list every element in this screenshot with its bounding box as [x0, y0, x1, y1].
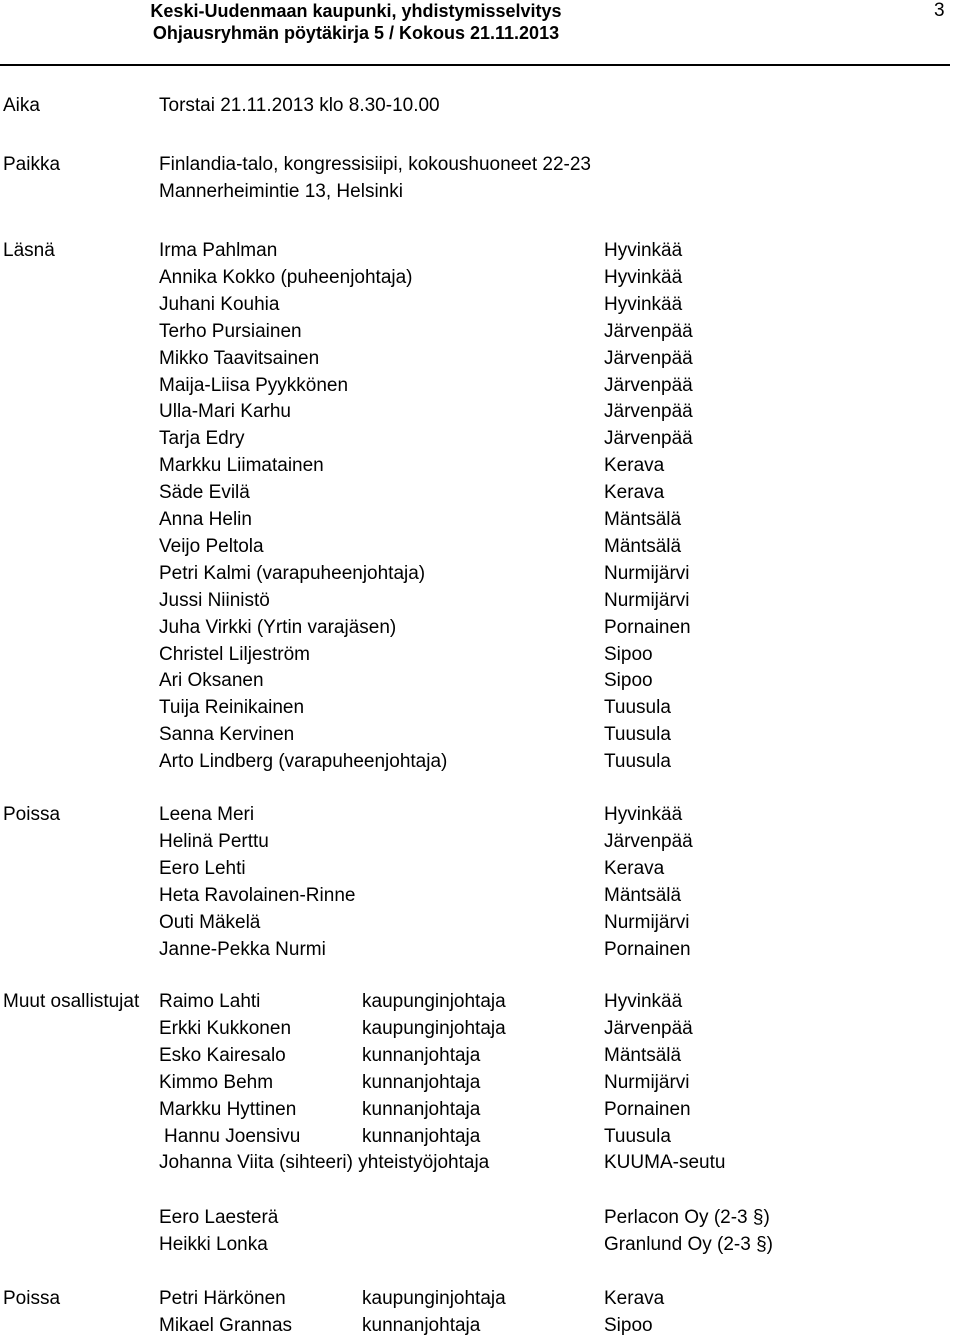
row-name: Heta Ravolainen-Rinne — [159, 884, 356, 906]
row-name: Helinä Perttu — [159, 830, 269, 852]
row-name: Johanna Viita (sihteeri) yhteistyöjohtaja — [159, 1152, 490, 1174]
row-name: Outi Mäkelä — [159, 911, 261, 933]
row-place: Mäntsälä — [604, 1044, 682, 1066]
row-place: Perlacon Oy (2-3 §) — [604, 1207, 770, 1228]
row-name: Irma Pahlman — [159, 240, 278, 261]
row-place: Kerava — [604, 455, 665, 477]
row-name: Sanna Kervinen — [159, 724, 295, 746]
row-place: Mäntsälä — [604, 509, 682, 530]
row-name: Ari Oksanen — [159, 670, 264, 692]
row-name: Esko Kairesalo — [159, 1044, 286, 1066]
row-name: Eero Lehti — [159, 857, 246, 879]
row-place: KUUMA-seutu — [604, 1152, 726, 1174]
row-place: Nurmijärvi — [604, 911, 690, 933]
row-place: Kerava — [604, 857, 665, 879]
row-place: Sipoo — [604, 643, 653, 665]
row-name: Janne-Pekka Nurmi — [159, 938, 326, 960]
row-name: Anna Helin — [159, 509, 252, 530]
page-header — [0, 0, 960, 66]
row-name: Veijo Peltola — [159, 535, 264, 557]
time-label: Aika — [3, 95, 40, 116]
place-line-2: Mannerheimintie 13, Helsinki — [159, 181, 403, 202]
row-place: Tuusula — [604, 751, 671, 773]
row-role: kunnanjohtaja — [362, 1098, 481, 1120]
row-name: Petri Kalmi (varapuheenjohtaja) — [159, 562, 426, 584]
row-place: Hyvinkää — [604, 293, 683, 315]
row-name: Leena Meri — [159, 804, 255, 825]
time-value: Torstai 21.11.2013 klo 8.30-10.00 — [159, 95, 440, 116]
row-name: Mikael Grannas — [159, 1315, 293, 1336]
row-role: kunnanjohtaja — [362, 1125, 481, 1147]
row-place: Sipoo — [604, 670, 653, 692]
row-role: kaupunginjohtaja — [362, 1017, 506, 1039]
row-name: Markku Liimatainen — [159, 455, 324, 477]
row-name: Markku Hyttinen — [159, 1098, 297, 1120]
absent-others-label: Poissa — [3, 1288, 61, 1309]
row-place: Tuusula — [604, 724, 671, 746]
row-name: Kimmo Behm — [159, 1071, 274, 1093]
row-name: Eero Laesterä — [159, 1207, 279, 1228]
row-role: kaupunginjohtaja — [362, 1288, 506, 1309]
row-name: Heikki Lonka — [159, 1233, 268, 1255]
row-name: Jussi Niinistö — [159, 589, 270, 611]
row-role: kunnanjohtaja — [362, 1315, 481, 1336]
row-place: Tuusula — [604, 1125, 671, 1147]
row-place: Tuusula — [604, 697, 671, 719]
others-label: Muut osallistujat — [3, 991, 140, 1012]
row-place: Nurmijärvi — [604, 1071, 690, 1093]
row-place: Järvenpää — [604, 374, 693, 396]
row-place: Mäntsälä — [604, 884, 682, 906]
row-place: Hyvinkää — [604, 991, 683, 1012]
place-line-1: Finlandia-talo, kongressisiipi, kokoushuoneet 22-23 — [159, 154, 591, 175]
row-place: Järvenpää — [604, 1017, 693, 1039]
row-place: Järvenpää — [604, 320, 693, 342]
row-place: Pornainen — [604, 1098, 691, 1120]
page-number: 3 — [934, 0, 945, 21]
row-place: Mäntsälä — [604, 535, 682, 557]
header-divider — [0, 64, 950, 66]
row-place: Järvenpää — [604, 401, 693, 423]
row-name: Hannu Joensivu — [164, 1125, 301, 1147]
row-place: Järvenpää — [604, 830, 693, 852]
row-place: Granlund Oy (2-3 §) — [604, 1233, 773, 1255]
row-name: Ulla-Mari Karhu — [159, 401, 291, 423]
header-title: Keski-Uudenmaan kaupunki, yhdistymisselvitys — [150, 1, 562, 21]
row-place: Sipoo — [604, 1315, 653, 1336]
row-name: Juha Virkki (Yrtin varajäsen) — [159, 616, 397, 638]
row-name: Annika Kokko (puheenjohtaja) — [159, 266, 413, 288]
row-name: Petri Härkönen — [159, 1288, 286, 1309]
row-name: Juhani Kouhia — [159, 293, 280, 315]
row-place: Hyvinkää — [604, 804, 683, 825]
row-place: Järvenpää — [604, 428, 693, 450]
row-name: Tarja Edry — [159, 428, 245, 450]
row-place: Pornainen — [604, 938, 691, 960]
row-name: Christel Liljeström — [159, 643, 310, 665]
row-place: Nurmijärvi — [604, 562, 690, 584]
absent-label: Poissa — [3, 804, 61, 825]
row-place: Kerava — [604, 482, 665, 504]
row-name: Raimo Lahti — [159, 991, 261, 1012]
row-role: kunnanjohtaja — [362, 1044, 481, 1066]
row-place: Hyvinkää — [604, 266, 683, 288]
place-label: Paikka — [3, 154, 61, 175]
row-name: Erkki Kukkonen — [159, 1017, 292, 1039]
row-name: Maija-Liisa Pyykkönen — [159, 374, 349, 396]
row-place: Järvenpää — [604, 347, 693, 369]
row-name: Mikko Taavitsainen — [159, 347, 320, 369]
header-subtitle: Ohjausryhmän pöytäkirja 5 / Kokous 21.11.2013 — [152, 23, 560, 43]
row-name: Arto Lindberg (varapuheenjohtaja) — [159, 751, 448, 773]
row-place: Hyvinkää — [604, 240, 683, 261]
row-place: Pornainen — [604, 616, 691, 638]
row-place: Kerava — [604, 1288, 665, 1309]
row-place: Nurmijärvi — [604, 589, 690, 611]
present-label: Läsnä — [3, 240, 55, 261]
row-role: kaupunginjohtaja — [362, 991, 506, 1012]
row-name: Terho Pursiainen — [159, 320, 302, 342]
row-name: Säde Evilä — [159, 482, 250, 504]
row-role: kunnanjohtaja — [362, 1071, 481, 1093]
row-name: Tuija Reinikainen — [159, 697, 305, 719]
